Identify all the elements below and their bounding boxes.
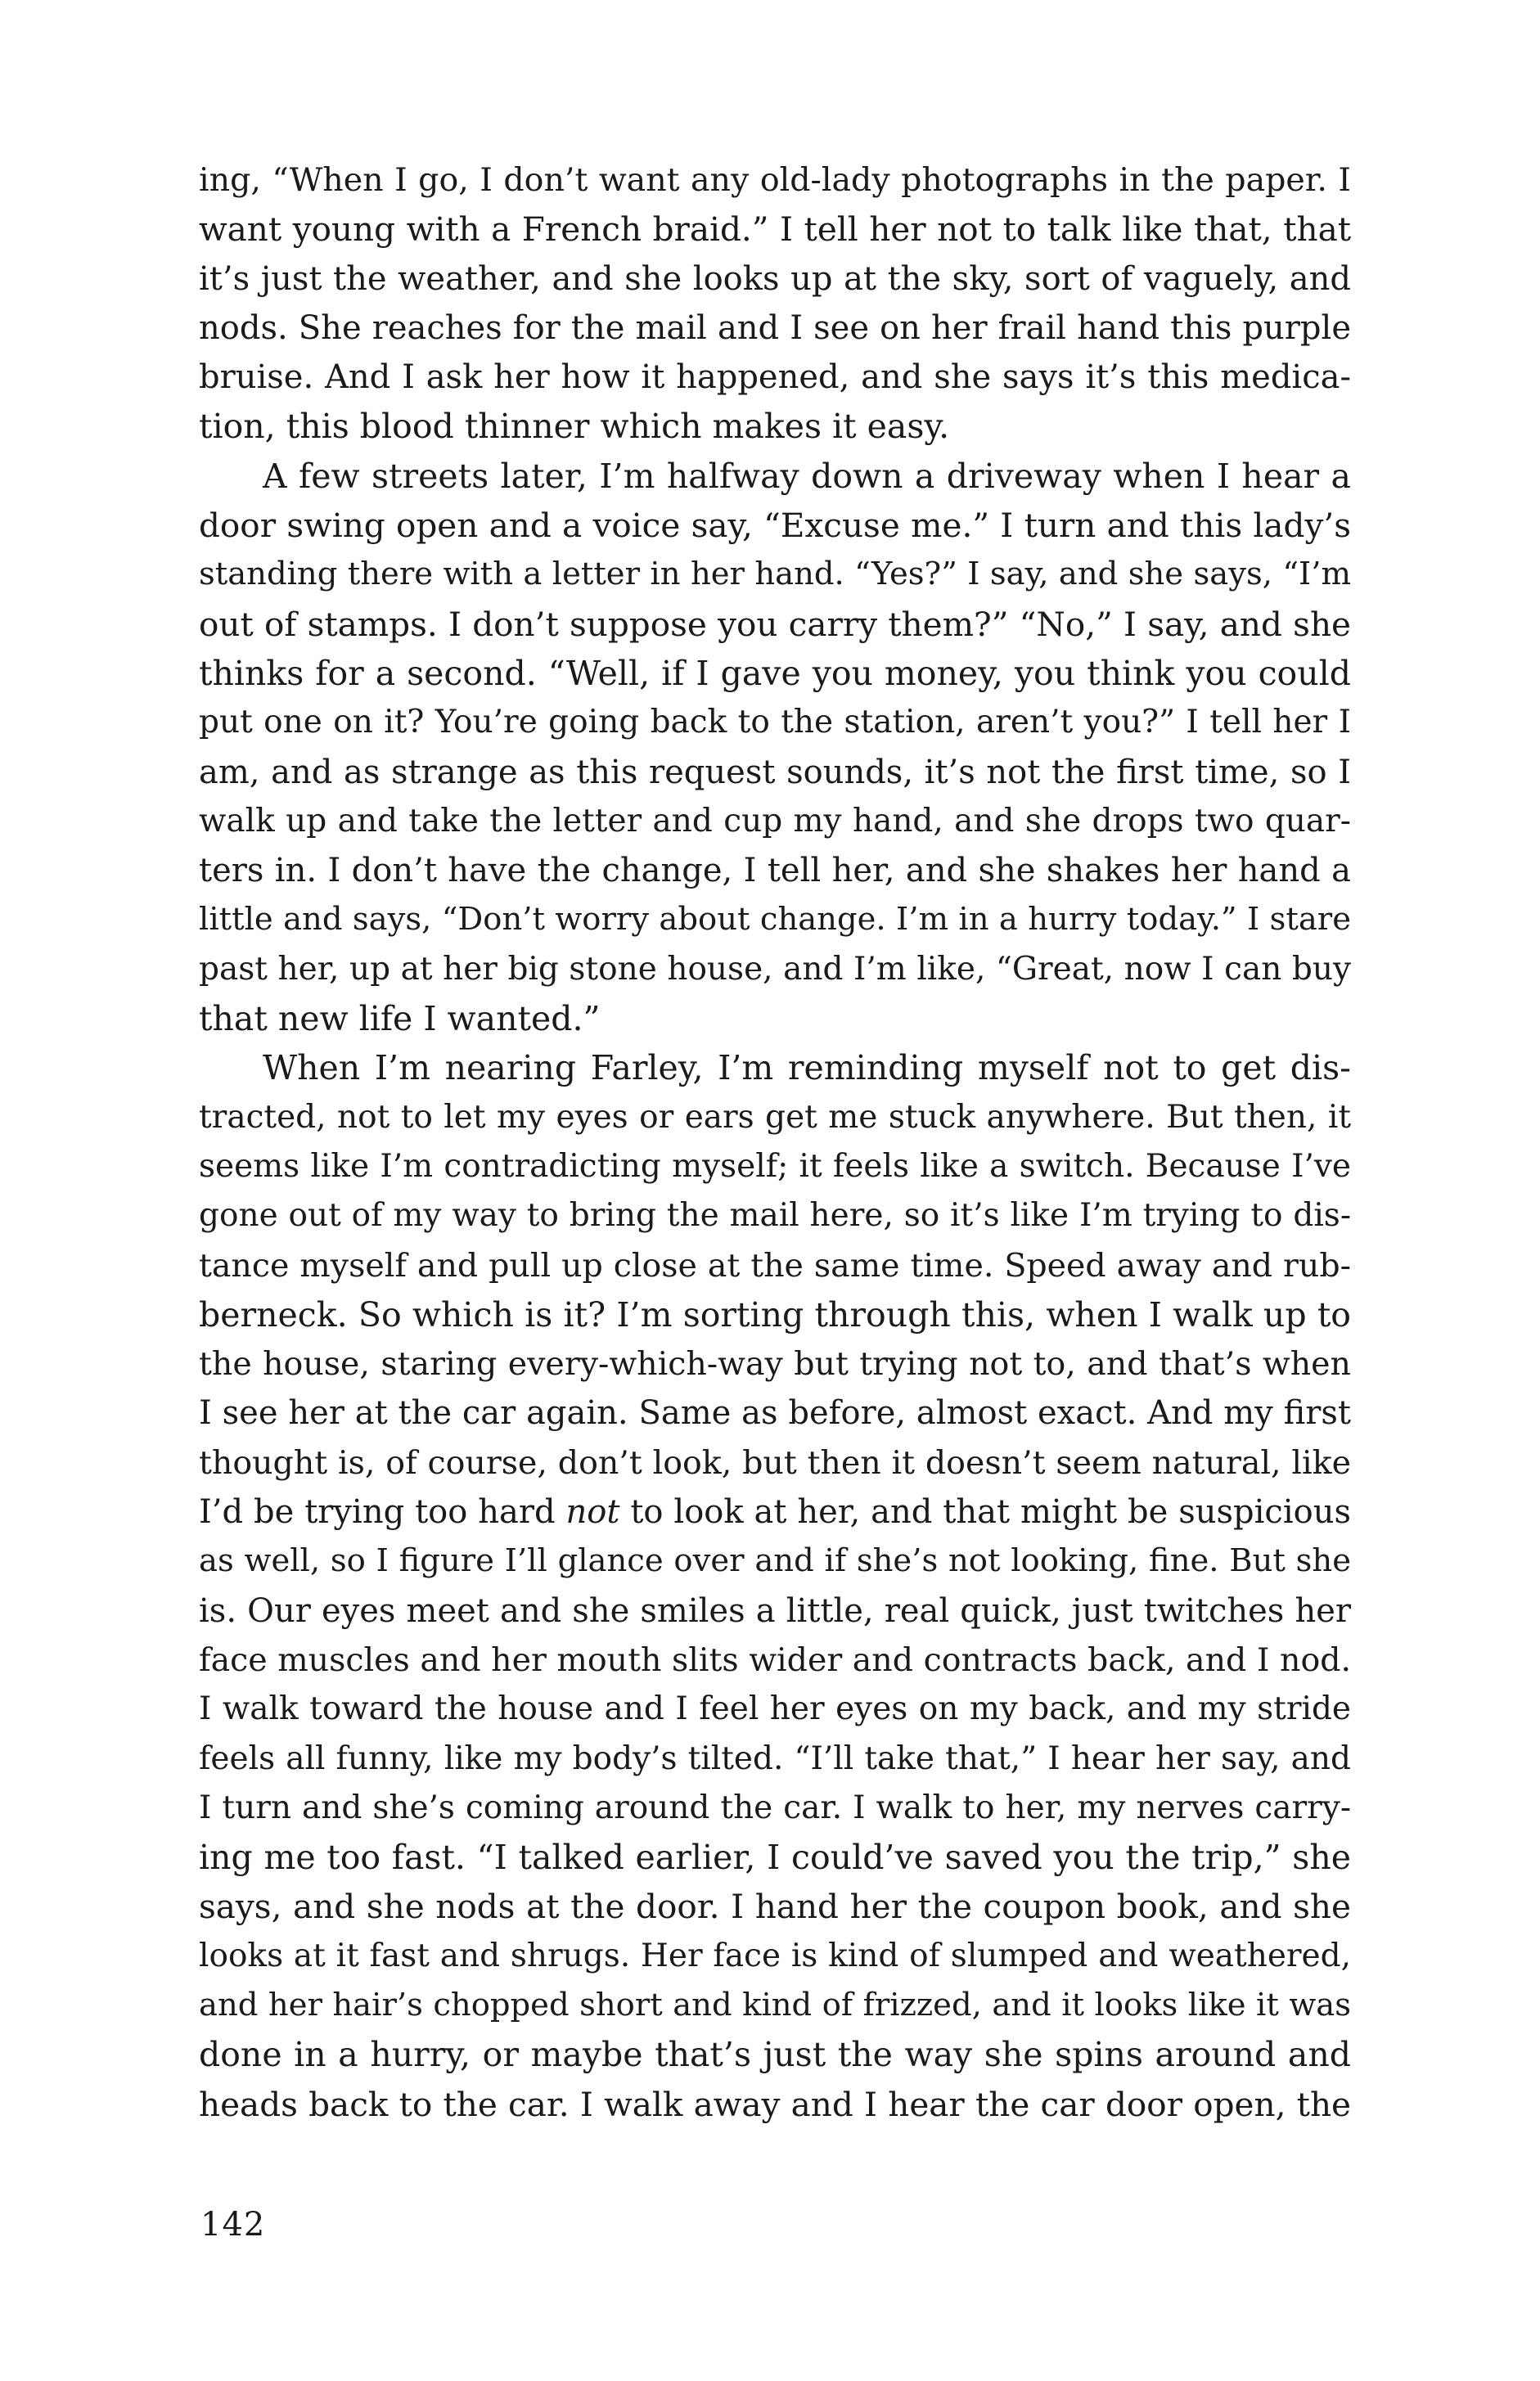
text-line xyxy=(199,846,1351,895)
text-line xyxy=(199,1636,1351,1685)
text-line xyxy=(199,1438,1351,1488)
text-line-content: thinks for a second. “Well, if I gave you money, you think you could xyxy=(199,653,1351,693)
text-line-content: past her, up at her big stone house, and I’m like, “Great, now I can buy xyxy=(199,950,1351,988)
italic-word: not xyxy=(565,1493,620,1532)
text-line xyxy=(199,1685,1351,1734)
text-line-content: says, and she nods at the door. I hand her the coupon book, and she xyxy=(199,1887,1351,1927)
text-line xyxy=(199,1241,1351,1290)
text-line-content: feels all funny, like my body’s tilted. “I’ll take that,” I hear her say, and xyxy=(199,1740,1351,1777)
text-line xyxy=(199,550,1351,599)
text-line-content: I’d be trying too hard xyxy=(199,1493,566,1532)
text-line-content: ters in. I don’t have the change, I tell her, and she shakes her hand a xyxy=(199,852,1351,890)
text-line xyxy=(199,205,1351,254)
text-line-content: little and says, “Don’t worry about change. I’m in a hurry today.” I stare xyxy=(199,901,1351,938)
text-line-content: ing me too fast. “I talked earlier, I could’ve saved you the trip,” she xyxy=(199,1838,1351,1878)
text-line xyxy=(199,1537,1351,1586)
text-line-content: as well, so I figure I’ll glance over and if she’s not looking, fine. But she xyxy=(199,1542,1351,1580)
text-line xyxy=(199,748,1351,797)
text-line-content: nods. She reaches for the mail and I see on her frail hand this purple xyxy=(199,308,1351,347)
text-line-content: out of stamps. I don’t suppose you carry them?” “No,” I say, and she xyxy=(199,604,1351,644)
text-line xyxy=(199,698,1351,747)
text-line xyxy=(199,2080,1351,2129)
text-line-content: tion, this blood thinner which makes it easy. xyxy=(199,407,950,447)
text-line-content: done in a hurry, or maybe that’s just the way she spins around and xyxy=(199,2035,1351,2075)
text-line-content: looks at it fast and shrugs. Her face is kind of slumped and weathered, xyxy=(199,1937,1351,1974)
text-line xyxy=(199,1389,1351,1438)
text-line xyxy=(199,1833,1351,1882)
text-line xyxy=(199,1587,1351,1636)
text-line-content: want young with a French braid.” I tell her not to talk like that, that xyxy=(199,209,1351,250)
text-line-content: tracted, not to let my eyes or ears get me stuck anywhere. But then, it xyxy=(199,1098,1351,1136)
text-line xyxy=(199,254,1351,304)
text-line-content: am, and as strange as this request sounds, it’s not the first time, so I xyxy=(199,753,1351,791)
text-line-content: gone out of my way to bring the mail here, so it’s like I’m trying to dis- xyxy=(199,1197,1351,1235)
text-line xyxy=(199,994,1351,1043)
text-line xyxy=(199,501,1351,550)
text-line xyxy=(199,1981,1351,2030)
text-line-content: ing, “When I go, I don’t want any old-lady photographs in the paper. I xyxy=(199,161,1351,199)
text-line-content: berneck. So which is it? I’m sorting through this, when I walk up to xyxy=(199,1294,1351,1335)
text-line xyxy=(199,1488,1351,1537)
text-line xyxy=(199,1093,1351,1142)
text-line-content: I walk toward the house and I feel her eyes on my back, and my stride xyxy=(199,1690,1351,1728)
text-line xyxy=(199,353,1351,402)
text-line-content: standing there with a letter in her hand. “Yes?” I say, and she says, “I’m xyxy=(199,556,1351,593)
text-line xyxy=(199,402,1351,451)
text-line-content: seems like I’m contradicting myself; it feels like a switch. Because I’ve xyxy=(199,1147,1351,1185)
page-number: 142 xyxy=(200,2206,266,2244)
text-line xyxy=(199,155,1351,205)
text-line-content: face muscles and her mouth slits wider and contracts back, and I nod. xyxy=(199,1641,1352,1679)
text-line-content-after: to look at her, and that might be suspicious xyxy=(619,1493,1351,1532)
text-line-content: walk up and take the letter and cup my hand, and she drops two quar- xyxy=(199,802,1351,839)
text-line-content: bruise. And I ask her how it happened, and she says it’s this medica- xyxy=(199,358,1351,397)
text-line xyxy=(199,1784,1351,1833)
body-text xyxy=(199,155,1351,2129)
text-line xyxy=(199,649,1351,698)
text-line xyxy=(199,600,1351,649)
text-line-content: heads back to the car. I walk away and I hear the car door open, the xyxy=(199,2084,1351,2124)
text-line xyxy=(199,797,1351,846)
text-line-content: door swing open and a voice say, “Excuse me.” I turn and this lady’s xyxy=(199,506,1351,546)
text-line-content: A few streets later, I’m halfway down a driveway when I hear a xyxy=(263,456,1351,496)
text-line-content: it’s just the weather, and she looks up at the sky, sort of vaguely, and xyxy=(199,259,1351,298)
text-line-content: that new life I wanted.” xyxy=(199,999,601,1039)
text-line-content: thought is, of course, don’t look, but then it doesn’t seem natural, like xyxy=(199,1443,1351,1482)
text-line xyxy=(199,1339,1351,1389)
text-line-content: I turn and she’s coming around the car. I walk to her, my nerves carry- xyxy=(199,1789,1351,1826)
text-line xyxy=(199,1735,1351,1784)
text-line xyxy=(199,1290,1351,1339)
text-line-content: and her hair’s chopped short and kind of frizzed, and it looks like it was xyxy=(199,1986,1351,2023)
text-line xyxy=(199,2030,1351,2079)
text-line-content: the house, staring every-which-way but trying not to, and that’s when xyxy=(199,1345,1351,1384)
text-line-content: When I’m nearing Farley, I’m reminding myself not to get dis- xyxy=(263,1048,1351,1088)
text-line xyxy=(199,1882,1351,1931)
text-line xyxy=(199,1043,1351,1092)
text-line xyxy=(199,945,1351,994)
text-line xyxy=(199,895,1351,944)
text-line xyxy=(199,452,1351,501)
text-line xyxy=(199,1932,1351,1981)
text-line-content: is. Our eyes meet and she smiles a little, real quick, just twitches her xyxy=(199,1591,1351,1630)
text-line xyxy=(199,1191,1351,1240)
text-line-content: tance myself and pull up close at the same time. Speed away and rub- xyxy=(199,1246,1351,1285)
text-line xyxy=(199,304,1351,353)
text-line-content: put one on it? You’re going back to the station, aren’t you?” I tell her I xyxy=(199,704,1351,741)
text-line xyxy=(199,1142,1351,1191)
text-line-content: I see her at the car again. Same as before, almost exact. And my first xyxy=(199,1394,1351,1433)
